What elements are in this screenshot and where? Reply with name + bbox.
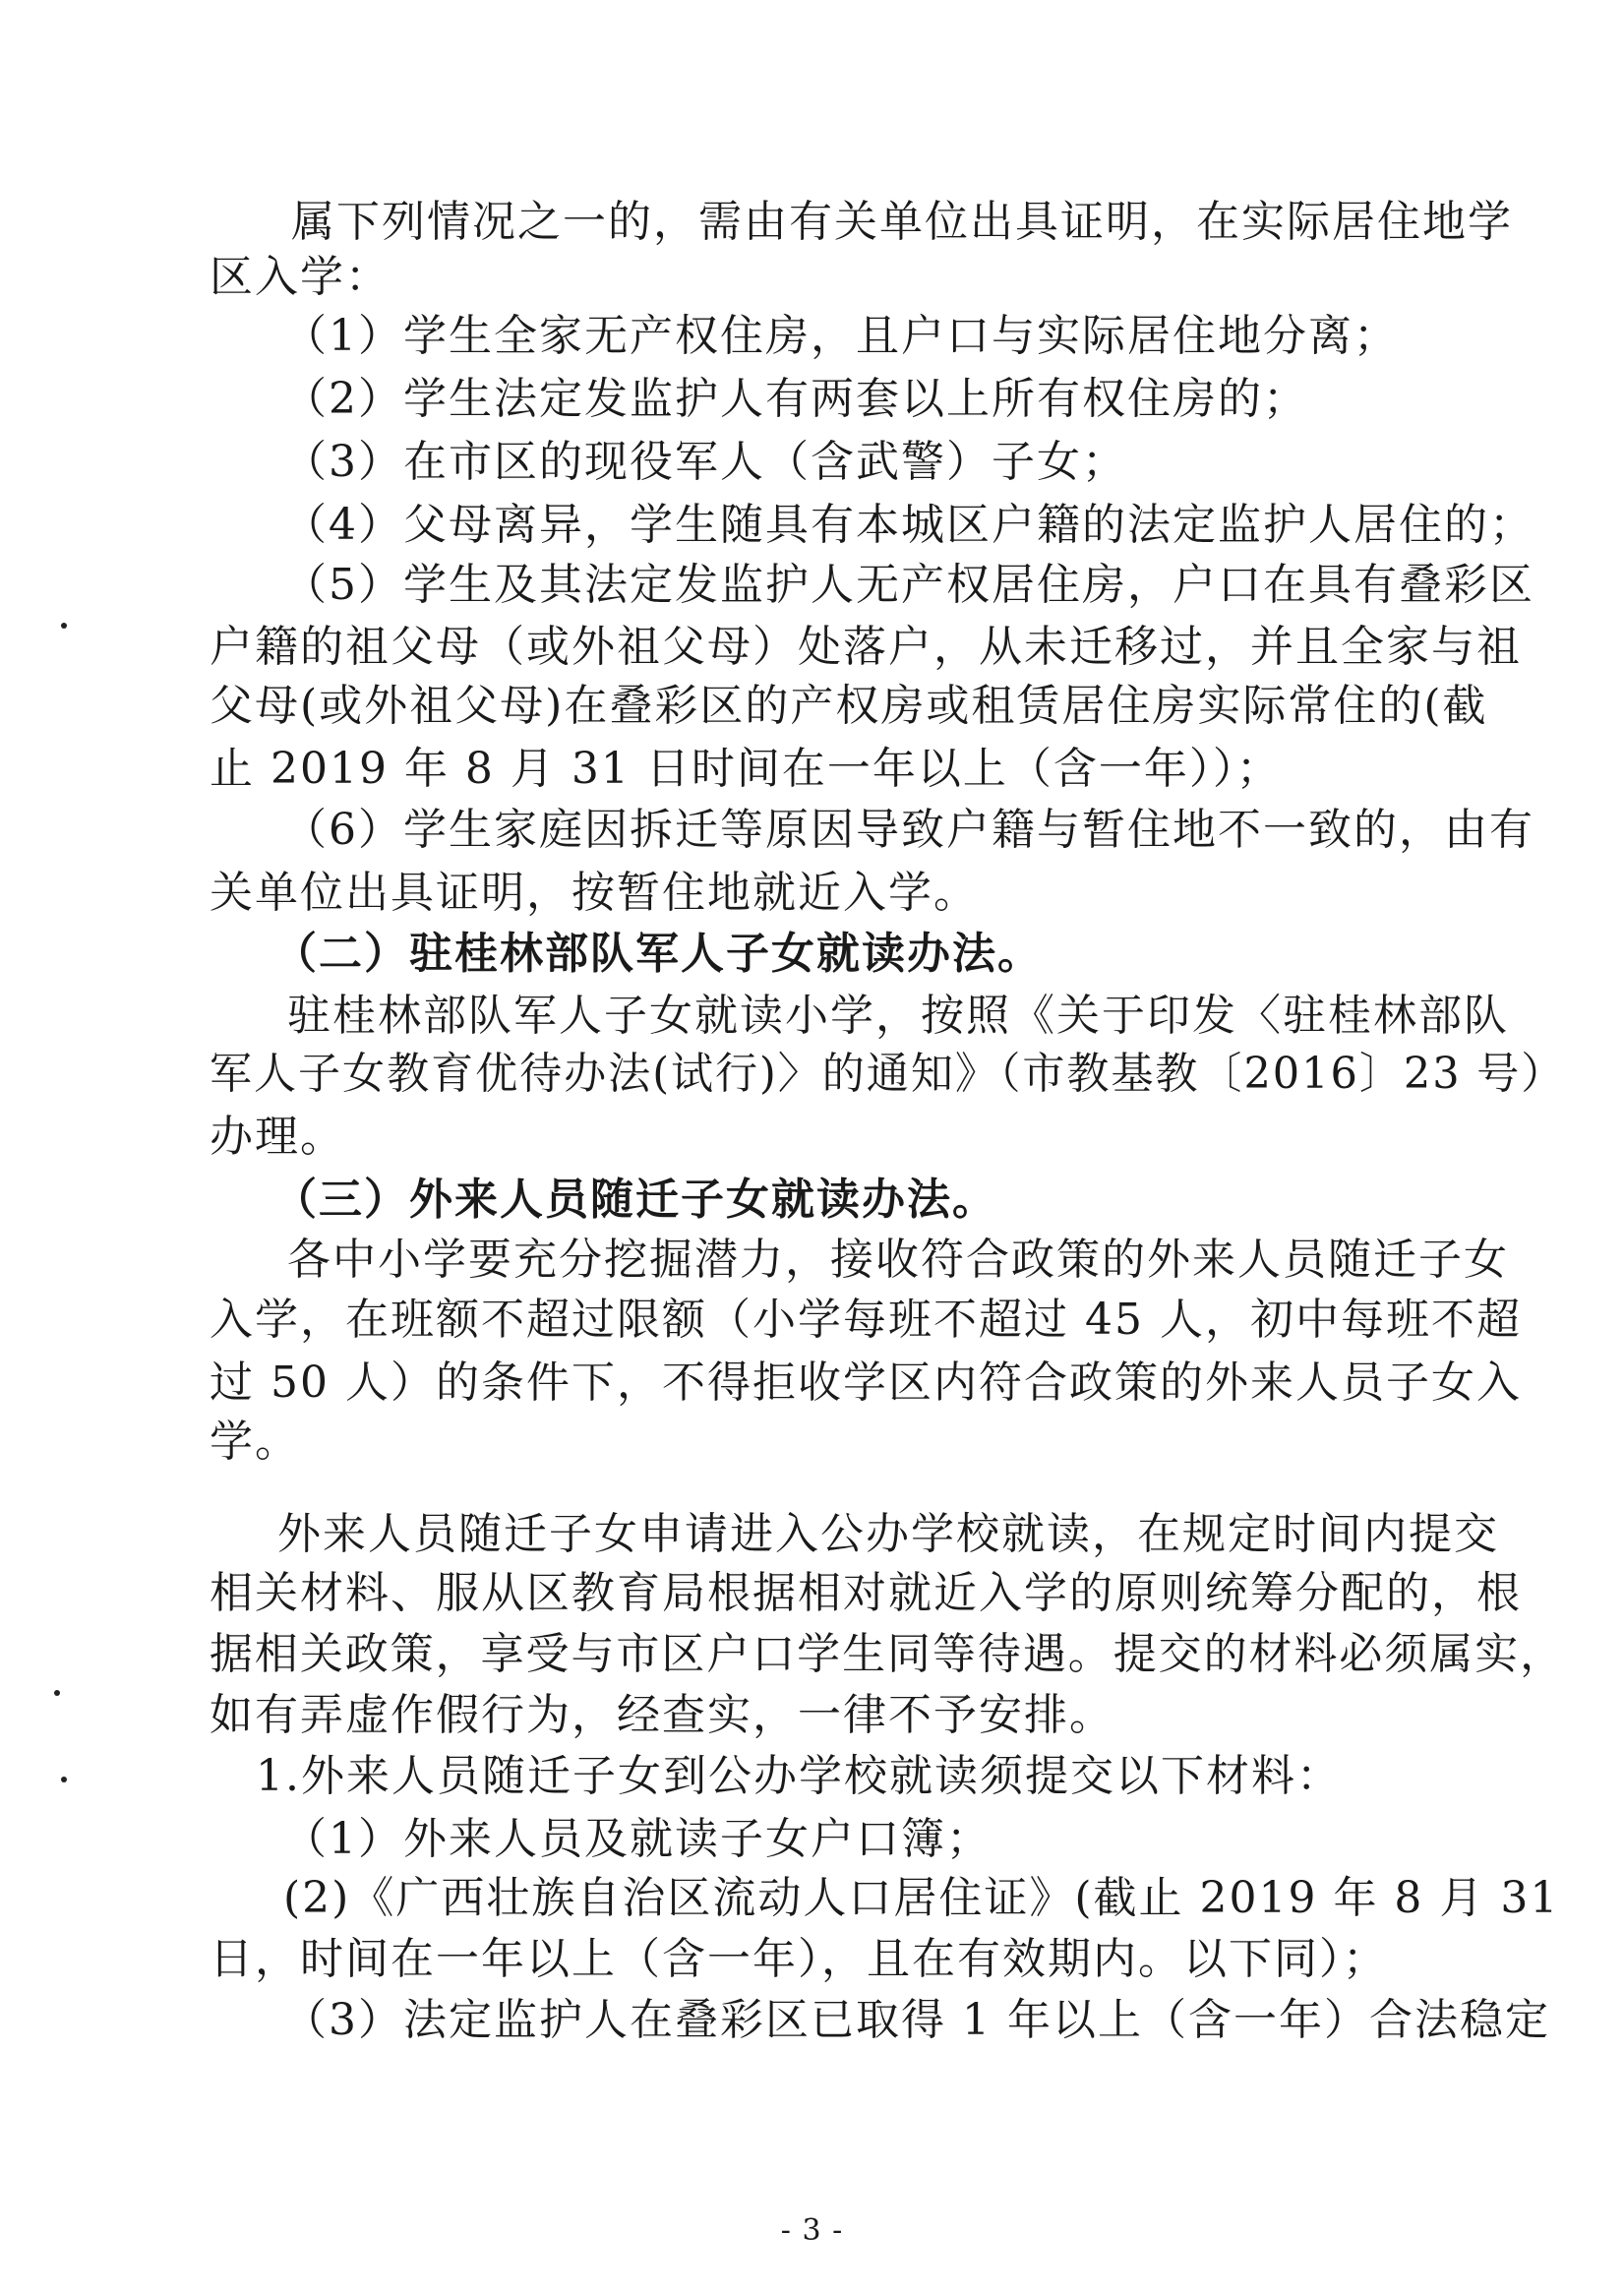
scan-speck [54,1690,60,1696]
text-line: 日，时间在一年以上（含一年），且在有效期内。以下同）； [210,1934,1388,1984]
text-line: （3）在市区的现役军人（含武警）子女； [283,437,1127,487]
text-line: （1）外来人员及就读子女户口簿； [283,1814,992,1864]
text-line: （1）学生全家无产权住房，且户口与实际居住地分离； [283,311,1399,361]
text-line: 户籍的祖父母（或外祖父母）处落户，从未迁移过，并且全家与祖 [210,622,1522,672]
text-line: 1.外来人员随迁子女到公办学校就读须提交以下材料： [256,1751,1342,1801]
text-line: （6）学生家庭因拆迁等原因导致户籍与暂住地不一致的，由有 [283,805,1534,855]
text-line: 军人子女教育优待办法(试行)〉的通知》（市教基教〔2016〕23 号） [210,1049,1566,1099]
section-heading: （三）外来人员随迁子女就读办法。 [273,1175,997,1225]
text-line: 办理。 [210,1112,345,1162]
text-line: 止 2019 年 8 月 31 日时间在一年以上（含一年））； [210,744,1282,794]
text-line: （2）学生法定发监护人有两套以上所有权住房的； [283,374,1308,424]
scan-speck [61,623,67,629]
text-line: 过 50 人）的条件下，不得拒收学区内符合政策的外来人员子女入 [210,1358,1522,1408]
text-line: （5）学生及其法定发监护人无产权居住房，户口在具有叠彩区 [283,560,1534,610]
text-line: 入学，在班额不超过限额（小学每班不超过 45 人，初中每班不超 [210,1295,1522,1345]
text-line: 如有弄虚作假行为，经查实，一律不予安排。 [210,1690,1114,1740]
section-heading: （二）驻桂林部队军人子女就读办法。 [273,929,1043,979]
text-line: (2)《广西壮族自治区流动人口居住证》(截止 2019 年 8 月 31 [283,1873,1560,1923]
text-line: 区入学： [210,252,391,302]
text-line: 相关材料、服从区教育局根据相对就近入学的原则统筹分配的，根 [210,1568,1522,1618]
text-line: 属下列情况之一的，需由有关单位出具证明，在实际居住地学 [291,197,1513,247]
text-line: 学。 [210,1417,300,1467]
text-line: （3）法定监护人在叠彩区已取得 1 年以上（含一年）合法稳定 [283,1995,1550,2045]
text-line: 据相关政策，享受与市区户口学生同等待遇。提交的材料必须属实， [210,1629,1566,1679]
page-number: - 3 - [780,2213,844,2248]
text-line: 驻桂林部队军人子女就读小学，按照《关于印发〈驻桂林部队 [287,991,1509,1041]
text-line: 各中小学要充分挖掘潜力，接收符合政策的外来人员随迁子女 [287,1235,1509,1285]
text-line: 关单位出具证明，按暂住地就近入学。 [210,868,979,918]
text-line: （4）父母离异，学生随具有本城区户籍的法定监护人居住的； [283,500,1534,550]
text-line: 父母(或外祖父母)在叠彩区的产权房或租赁居住房实际常住的(截 [210,681,1488,731]
scan-speck [61,1777,67,1782]
text-line: 外来人员随迁子女申请进入公办学校就读，在规定时间内提交 [277,1509,1499,1559]
